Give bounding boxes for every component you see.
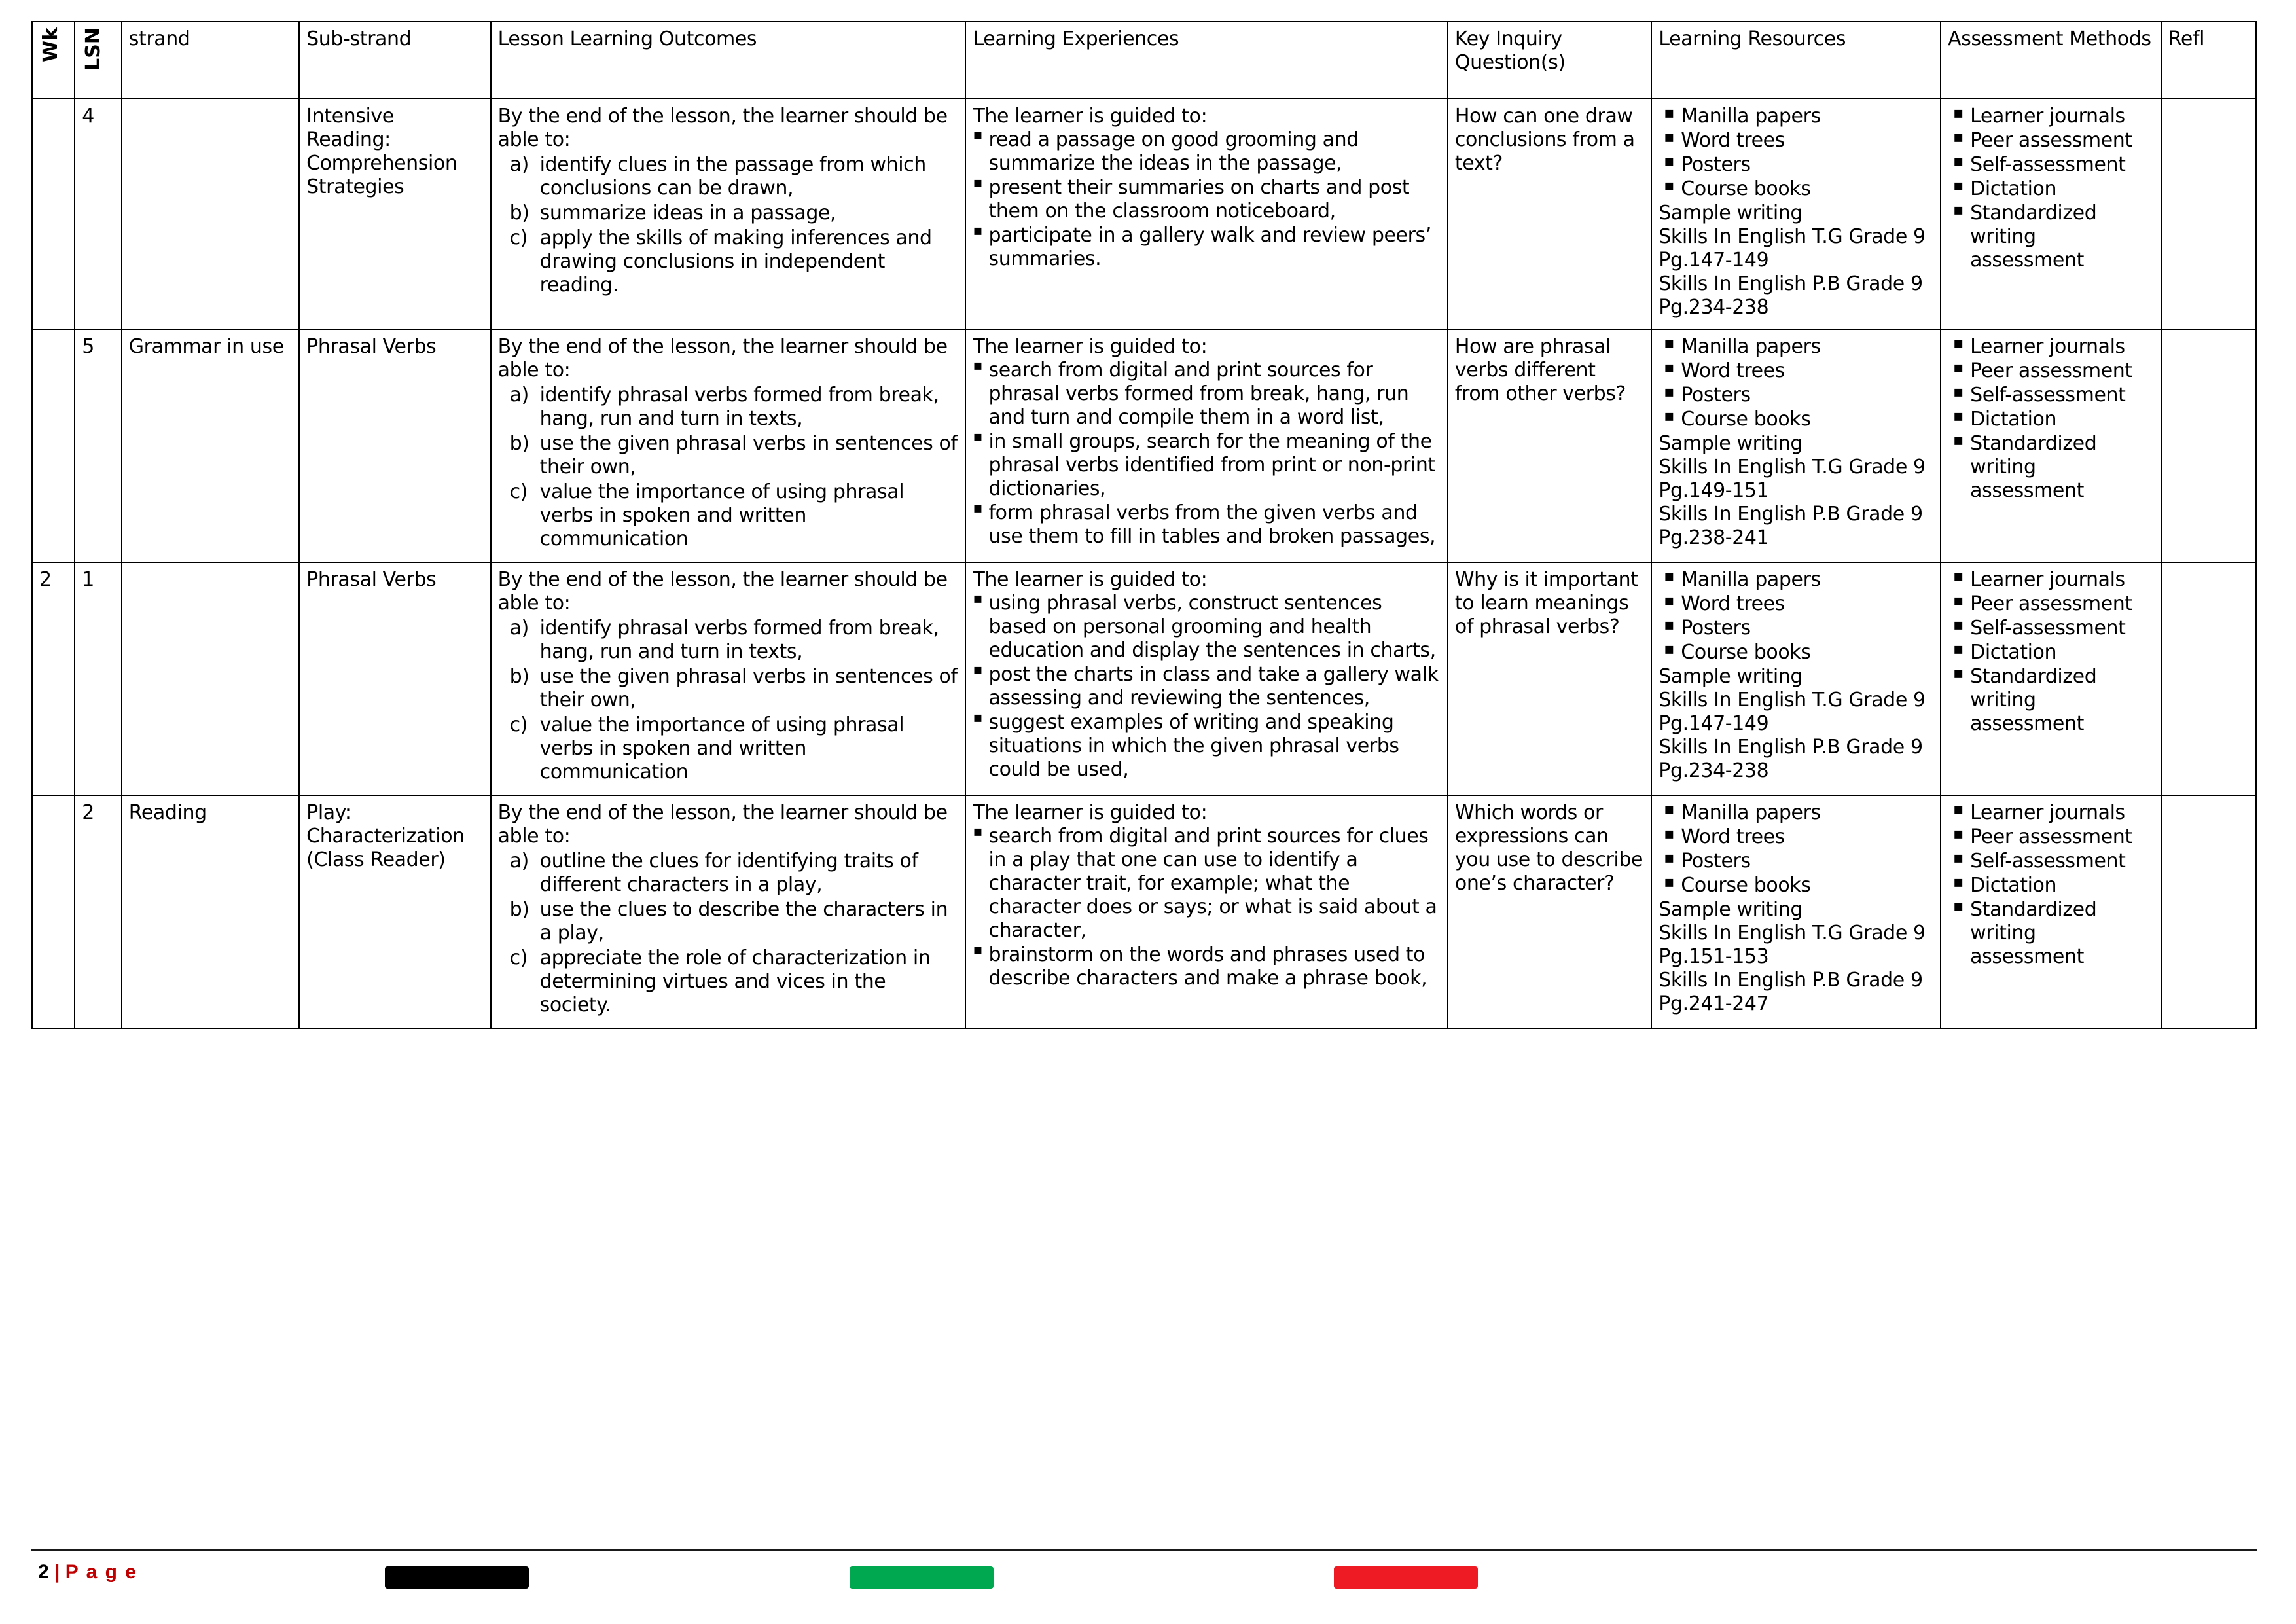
column-header-wk: Wk <box>32 22 75 99</box>
learning-resources-list <box>1659 801 1933 897</box>
llo-item-marker: a) <box>509 153 529 176</box>
learning-resource-item: ▪ Word trees <box>1659 129 1933 153</box>
cell-week <box>32 795 75 1028</box>
learning-resource-reference: Skills In English P.B Grade 9 Pg.238-241 <box>1659 503 1923 549</box>
column-header-sub-strand: Sub-strand <box>299 22 490 99</box>
llo-item-marker: a) <box>509 850 529 873</box>
cell-learning-resources <box>1651 329 1941 562</box>
assessment-method-item: ▪ Learner journals <box>1948 568 2154 592</box>
llo-item-text: use the given phrasal verbs in sentences of their own, <box>539 665 958 712</box>
learning-experience-item: ▪ participate in a gallery walk and review peers’ summaries. <box>973 224 1440 271</box>
learning-resource-item: ▪ Manilla papers <box>1659 335 1933 359</box>
llo-item-marker: c) <box>509 947 528 969</box>
learning-experiences-list <box>973 359 1440 549</box>
cell-assessment-methods <box>1941 562 2161 795</box>
column-header-learning-resources: Learning Resources <box>1651 22 1941 99</box>
llo-item <box>498 384 959 431</box>
table-row <box>32 329 2256 562</box>
learning-experience-item: ▪ form phrasal verbs from the given verbs and use them to fill in tables and broken passages, <box>973 501 1440 549</box>
learning-experience-item: ▪ using phrasal verbs, construct sentences based on personal grooming and health education and display the sentences in charts, <box>973 592 1440 662</box>
cell-sub-strand: Intensive Reading: Comprehension Strategies <box>299 99 490 329</box>
column-header-assessment-methods: Assessment Methods <box>1941 22 2161 99</box>
llo-item <box>498 713 959 784</box>
learning-resource-reference: Skills In English T.G Grade 9 Pg.149-151 <box>1659 456 1926 502</box>
assessment-methods-list <box>1948 105 2154 272</box>
cell-reflection <box>2161 795 2256 1028</box>
learning-experience-item: ▪ present their summaries on charts and post them on the classroom noticeboard, <box>973 176 1440 223</box>
llo-item <box>498 617 959 664</box>
learning-resource-reference: Skills In English P.B Grade 9 Pg.241-247 <box>1659 969 1923 1015</box>
table-header-row <box>32 22 2256 99</box>
assessment-methods-list <box>1948 801 2154 969</box>
learning-resource-item: ▪ Manilla papers <box>1659 568 1933 592</box>
llo-item-text: use the clues to describe the characters in a play, <box>539 898 948 945</box>
learning-experience-item: ▪ in small groups, search for the meaning of the phrasal verbs identified from print or non-print dictionaries, <box>973 430 1440 501</box>
llo-item-marker: b) <box>509 665 529 688</box>
llo-item-text: appreciate the role of characterization in determining virtues and vices in the society. <box>539 947 931 1017</box>
learning-resource-reference: Skills In English P.B Grade 9 Pg.234-238 <box>1659 736 1923 782</box>
llo-item-text: identify phrasal verbs formed from break, hang, run and turn in texts, <box>539 384 939 430</box>
cell-assessment-methods <box>1941 329 2161 562</box>
column-header-key-inquiry-questions: Key Inquiry Question(s) <box>1448 22 1651 99</box>
cell-strand <box>122 99 299 329</box>
assessment-method-item: ▪ Learner journals <box>1948 105 2154 128</box>
learning-resource-reference: Skills In English T.G Grade 9 Pg.147-149 <box>1659 689 1926 735</box>
llo-item <box>498 850 959 897</box>
assessment-method-item: ▪ Dictation <box>1948 874 2154 897</box>
cell-week <box>32 99 75 329</box>
llo-intro: By the end of the lesson, the learner should be able to: <box>497 335 948 382</box>
llo-item-text: summarize ideas in a passage, <box>539 202 836 225</box>
cell-assessment-methods <box>1941 795 2161 1028</box>
cell-assessment-methods <box>1941 99 2161 329</box>
learning-experiences-intro: The learner is guided to: <box>973 568 1208 591</box>
llo-item <box>498 898 959 945</box>
cell-lesson-number: 2 <box>75 795 122 1028</box>
assessment-method-item: ▪ Peer assessment <box>1948 825 2154 849</box>
assessment-methods-list <box>1948 335 2154 503</box>
learning-resource-reference: Sample writing <box>1659 898 1803 921</box>
assessment-method-item: ▪ Self-assessment <box>1948 850 2154 873</box>
llo-item-text: use the given phrasal verbs in sentences of their own, <box>539 432 958 478</box>
llo-item-text: identify clues in the passage from which conclusions can be drawn, <box>539 153 926 200</box>
table-body <box>32 99 2256 1028</box>
learning-resource-reference: Sample writing <box>1659 202 1803 225</box>
page-number-value: 2 <box>38 1561 49 1583</box>
footer-divider <box>31 1549 2257 1551</box>
table-row <box>32 99 2256 329</box>
cell-lesson-learning-outcomes <box>491 329 966 562</box>
footer-bar-red <box>1334 1566 1478 1589</box>
llo-item-marker: b) <box>509 898 529 921</box>
learning-experience-item: ▪ suggest examples of writing and speaking situations in which the given phrasal verbs could be used, <box>973 711 1440 782</box>
llo-intro: By the end of the lesson, the learner should be able to: <box>497 105 948 151</box>
assessment-methods-list <box>1948 568 2154 736</box>
learning-resource-item: ▪ Posters <box>1659 153 1933 177</box>
learning-resource-item: ▪ Course books <box>1659 641 1933 664</box>
cell-reflection <box>2161 99 2256 329</box>
learning-experiences-list <box>973 825 1440 990</box>
cell-key-inquiry-question: How are phrasal verbs different from other verbs? <box>1448 329 1651 562</box>
llo-item-text: value the importance of using phrasal verbs in spoken and written communication <box>539 713 905 784</box>
llo-intro: By the end of the lesson, the learner should be able to: <box>497 568 948 615</box>
assessment-method-item: ▪ Learner journals <box>1948 335 2154 359</box>
column-header-lsn: LSN <box>75 22 122 99</box>
learning-resource-item: ▪ Course books <box>1659 408 1933 431</box>
llo-item-text: identify phrasal verbs formed from break, hang, run and turn in texts, <box>539 617 939 663</box>
learning-resource-reference: Sample writing <box>1659 432 1803 455</box>
learning-resource-reference: Skills In English T.G Grade 9 Pg.147-149 <box>1659 225 1926 272</box>
llo-item <box>498 226 959 297</box>
llo-item-marker: c) <box>509 713 528 736</box>
cell-lesson-learning-outcomes <box>491 562 966 795</box>
learning-resources-list <box>1659 568 1933 664</box>
assessment-method-item: ▪ Standardized writing assessment <box>1948 898 2154 969</box>
column-header-lesson-learning-outcomes: Lesson Learning Outcomes <box>491 22 966 99</box>
learning-experience-item: ▪ post the charts in class and take a gallery walk assessing and reviewing the sentences, <box>973 663 1440 710</box>
learning-resource-item: ▪ Word trees <box>1659 359 1933 383</box>
assessment-method-item: ▪ Self-assessment <box>1948 384 2154 407</box>
cell-lesson-learning-outcomes <box>491 99 966 329</box>
llo-item-text: apply the skills of making inferences and drawing conclusions in independent reading. <box>539 226 932 297</box>
column-header-learning-experiences: Learning Experiences <box>965 22 1447 99</box>
llo-list <box>498 850 959 1017</box>
cell-lesson-number: 1 <box>75 562 122 795</box>
cell-learning-resources <box>1651 795 1941 1028</box>
cell-reflection <box>2161 562 2256 795</box>
llo-item <box>498 153 959 200</box>
llo-item-marker: a) <box>509 384 529 406</box>
learning-resource-item: ▪ Manilla papers <box>1659 105 1933 128</box>
learning-experiences-list <box>973 592 1440 782</box>
cell-sub-strand: Phrasal Verbs <box>299 562 490 795</box>
cell-key-inquiry-question: Why is it important to learn meanings of phrasal verbs? <box>1448 562 1651 795</box>
learning-experiences-intro: The learner is guided to: <box>973 335 1208 358</box>
page-footer <box>31 1549 2265 1595</box>
llo-list <box>498 153 959 297</box>
cell-lesson-number: 5 <box>75 329 122 562</box>
cell-lesson-number: 4 <box>75 99 122 329</box>
footer-bar-green <box>850 1566 994 1589</box>
cell-learning-experiences <box>965 329 1447 562</box>
llo-item <box>498 480 959 551</box>
learning-experiences-list <box>973 128 1440 271</box>
cell-key-inquiry-question: Which words or expressions can you use to describe one’s character? <box>1448 795 1651 1028</box>
assessment-method-item: ▪ Peer assessment <box>1948 129 2154 153</box>
learning-experience-item: ▪ brainstorm on the words and phrases used to describe characters and make a phrase book, <box>973 943 1440 990</box>
cell-reflection <box>2161 329 2256 562</box>
column-header-refl: Refl <box>2161 22 2256 99</box>
llo-list <box>498 617 959 784</box>
llo-item-text: outline the clues for identifying traits of different characters in a play, <box>539 850 918 896</box>
cell-learning-resources <box>1651 562 1941 795</box>
assessment-method-item: ▪ Peer assessment <box>1948 592 2154 616</box>
column-header-strand: strand <box>122 22 299 99</box>
learning-resources-list <box>1659 335 1933 431</box>
llo-item-marker: c) <box>509 480 528 503</box>
table-row <box>32 795 2256 1028</box>
assessment-method-item: ▪ Dictation <box>1948 177 2154 201</box>
learning-resource-item: ▪ Posters <box>1659 384 1933 407</box>
learning-resource-item: ▪ Course books <box>1659 177 1933 201</box>
assessment-method-item: ▪ Dictation <box>1948 408 2154 431</box>
cell-strand: Grammar in use <box>122 329 299 562</box>
cell-learning-experiences <box>965 795 1447 1028</box>
llo-item <box>498 947 959 1017</box>
footer-bar-black <box>385 1566 529 1589</box>
learning-resource-reference: Sample writing <box>1659 665 1803 688</box>
assessment-method-item: ▪ Self-assessment <box>1948 617 2154 640</box>
assessment-method-item: ▪ Standardized writing assessment <box>1948 665 2154 736</box>
cell-sub-strand: Play: Characterization (Class Reader) <box>299 795 490 1028</box>
learning-resource-item: ▪ Posters <box>1659 617 1933 640</box>
llo-intro: By the end of the lesson, the learner should be able to: <box>497 801 948 848</box>
learning-experience-item: ▪ read a passage on good grooming and summarize the ideas in the passage, <box>973 128 1440 175</box>
assessment-method-item: ▪ Dictation <box>1948 641 2154 664</box>
assessment-method-item: ▪ Self-assessment <box>1948 153 2154 177</box>
learning-experience-item: ▪ search from digital and print sources for clues in a play that one can use to identify a character trait, for example; what the character does or says; or what is said about a character, <box>973 825 1440 943</box>
learning-resource-item: ▪ Manilla papers <box>1659 801 1933 825</box>
learning-experiences-intro: The learner is guided to: <box>973 105 1208 128</box>
learning-experience-item: ▪ search from digital and print sources for phrasal verbs formed from break, hang, run and turn and compile them in a word list, <box>973 359 1440 429</box>
learning-resource-item: ▪ Word trees <box>1659 592 1933 616</box>
llo-item-text: value the importance of using phrasal verbs in spoken and written communication <box>539 480 905 550</box>
cell-learning-experiences <box>965 99 1447 329</box>
cell-week <box>32 329 75 562</box>
llo-item-marker: b) <box>509 432 529 455</box>
cell-lesson-learning-outcomes <box>491 795 966 1028</box>
page-number-word: P a g e <box>65 1561 137 1583</box>
cell-strand: Reading <box>122 795 299 1028</box>
table-row <box>32 562 2256 795</box>
assessment-method-item: ▪ Standardized writing assessment <box>1948 202 2154 272</box>
cell-sub-strand: Phrasal Verbs <box>299 329 490 562</box>
learning-resource-item: ▪ Course books <box>1659 874 1933 897</box>
learning-resource-reference: Skills In English P.B Grade 9 Pg.234-238 <box>1659 272 1923 319</box>
llo-list <box>498 384 959 551</box>
assessment-method-item: ▪ Peer assessment <box>1948 359 2154 383</box>
page-number-separator: | <box>54 1561 60 1583</box>
page-number <box>38 1561 137 1583</box>
learning-experiences-intro: The learner is guided to: <box>973 801 1208 824</box>
assessment-method-item: ▪ Standardized writing assessment <box>1948 432 2154 503</box>
cell-strand <box>122 562 299 795</box>
llo-item-marker: c) <box>509 226 528 249</box>
learning-resources-list <box>1659 105 1933 201</box>
learning-resource-reference: Skills In English T.G Grade 9 Pg.151-153 <box>1659 922 1926 968</box>
learning-resource-item: ▪ Posters <box>1659 850 1933 873</box>
learning-resource-item: ▪ Word trees <box>1659 825 1933 849</box>
llo-item-marker: b) <box>509 202 529 225</box>
llo-item <box>498 202 959 225</box>
llo-item <box>498 665 959 712</box>
llo-item-marker: a) <box>509 617 529 640</box>
cell-key-inquiry-question: How can one draw conclusions from a text? <box>1448 99 1651 329</box>
llo-item <box>498 432 959 479</box>
cell-learning-experiences <box>965 562 1447 795</box>
scheme-of-work-table <box>31 21 2257 1029</box>
cell-learning-resources <box>1651 99 1941 329</box>
cell-week: 2 <box>32 562 75 795</box>
assessment-method-item: ▪ Learner journals <box>1948 801 2154 825</box>
